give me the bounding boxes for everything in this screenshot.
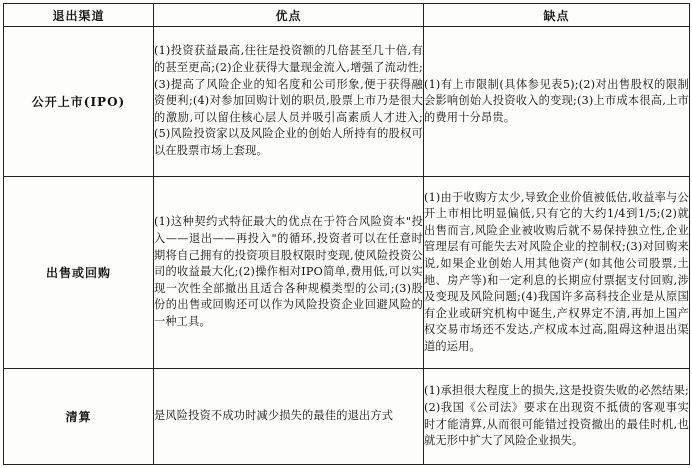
channel-cell: 清算	[4, 369, 154, 465]
table-row	[4, 369, 690, 465]
disadvantages-cell: (1)有上市限制(具体参见表5);(2)对出售股权的限制会影响创始人投资收入的变现;(3)上市成本很高,上市的费用十分昂贵。	[424, 27, 690, 177]
table-row	[4, 177, 690, 369]
channel-cell: 公开上市(IPO)	[4, 27, 154, 177]
header-channel: 退出渠道	[4, 4, 154, 27]
header-advantages: 优点	[154, 4, 424, 27]
advantages-cell: 是风险投资不成功时减少损失的最佳的退出方式	[154, 369, 424, 465]
advantages-cell: (1)投资获益最高,往往是投资额的几倍甚至几十倍,有的甚至更高;(2)企业获得大量现金流入,增强了流动性;(3)提高了风险企业的知名度和公司形象,便于获得融资便利;(4)对参加回购计划的职员,股票上市乃是很大的激励,可以留住核心层人员并吸引高素质人才进入;(5)风险投资家以及风险企业的创始人所持有的股权可以在股票市场上套现。	[154, 27, 424, 177]
disadvantages-cell: (1)承担很大程度上的损失,这是投资失败的必然结果;(2)我国《公司法》要求在出现资不抵债的客观事实时才能清算,从而很可能错过投资撤出的最佳时机,也就无形中扩大了风险企业损失。	[424, 369, 690, 465]
table-row	[4, 27, 690, 177]
advantages-cell: (1)这种契约式特征最大的优点在于符合风险资本"投入——退出——再投入"的循环,投资者可以在任意时期将自己拥有的投资项目股权限时变现,使风险投资公司的收益最大化;(2)操作相对IPO简单,费用低,可以实现一次性全部撤出且适合各种规模类型的公司;(3)股份的出售或回购还可以作为风险投资企业回避风险的一种工具。	[154, 177, 424, 369]
header-disadvantages: 缺点	[424, 4, 690, 27]
channel-cell: 出售或回购	[4, 177, 154, 369]
exit-channel-table	[3, 3, 690, 465]
disadvantages-cell: (1)由于收购方太少,导致企业价值被低估,收益率与公开上市相比明显偏低,只有它的大约1/4到1/5;(2)就出售而言,风险企业被收购后就不易保持独立性,企业管理层有可能失去对风险企业的控制权;(3)对回购来说,如果企业创始人用其他资产(如其他公司股票,土地、房产等)和一定利息的长期应付票据支付回购,涉及变现及风险问题;(4)我国许多高科技企业是从原国有企业或研究机构中诞生,产权界定不清,再加上国产权交易市场还不发达,产权成本过高,阻碍这种退出渠道的运用。	[424, 177, 690, 369]
table-header-row	[4, 4, 690, 27]
